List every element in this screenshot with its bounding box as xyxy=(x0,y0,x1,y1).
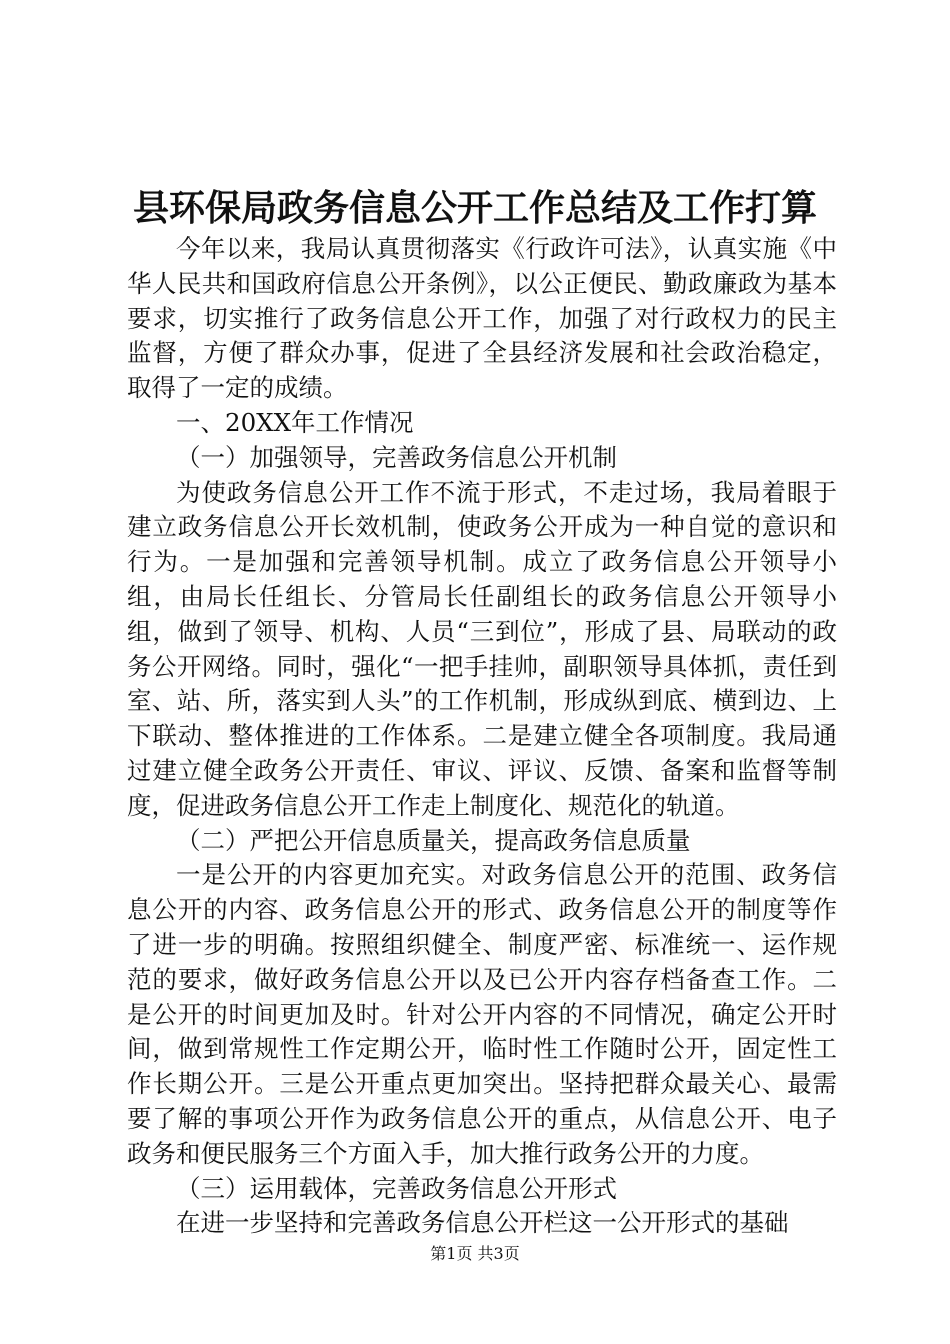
paragraph-carrier: 在进一步坚持和完善政务信息公开栏这一公开形式的基础 xyxy=(176,1208,789,1238)
paragraph-quality: 一是公开的内容更加充实。对政务信息公开的范围、政务信息公开的内容、政务信息公开的形式、政务信息公开的制度等作了进一步的明确。按照组织健全、制度严密、标准统一、运作规范的要求，做好政务信息公开以及已公开内容存档备查工作。二是公开的时间更加及时。针对公开内容的不同情况，确定公开时间，做到常规性工作定期公开，临时性工作随时公开，固定性工作长期公开。三是公开重点更加突出。坚持把群众最关心、最需要了解的事项公开作为政务信息公开的重点，从信息公开、电子政务和便民服务三个方面入手，加大推行政务公开的力度。 xyxy=(127,860,837,1168)
paragraph-leadership: 为使政务信息公开工作不流于形式，不走过场，我局着眼于建立政务信息公开长效机制，使政务公开成为一种自觉的意识和行为。一是加强和完善领导机制。成立了政务信息公开领导小组，由局长任组长、分管局长任副组长的政务信息公开领导小组，做到了领导、机构、人员“三到位”，形成了县、局联动的政务公开网络。同时，强化“一把手挂帅，副职领导具体抓，责任到室、站、所，落实到人头”的工作机制，形成纵到底、横到边、上下联动、整体推进的工作体系。二是建立健全各项制度。我局通过建立健全政务公开责任、审议、评议、反馈、备案和监督等制度，促进政务信息公开工作走上制度化、规范化的轨道。 xyxy=(127,477,837,820)
subsection-heading-3: （三）运用载体，完善政务信息公开形式 xyxy=(176,1173,617,1203)
subsection-heading-1: （一）加强领导，完善政务信息公开机制 xyxy=(176,442,617,472)
paragraph-intro: 今年以来，我局认真贯彻落实《行政许可法》，认真实施《中华人民共和国政府信息公开条例》，以公正便民、勤政廉政为基本要求，切实推行了政务信息公开工作，加强了对行政权力的民主监督，方便了群众办事，促进了全县经济发展和社会政治稳定，取得了一定的成绩。 xyxy=(127,234,837,403)
document-title: 县环保局政务信息公开工作总结及工作打算 xyxy=(132,187,817,229)
page-footer xyxy=(0,1242,950,1266)
section-heading-1: 一、20XX年工作情况 xyxy=(176,407,414,437)
subsection-heading-2: （二）严把公开信息质量关，提高政务信息质量 xyxy=(176,825,691,855)
page-indicator: 第1页 共3页 xyxy=(430,1244,520,1263)
document-body xyxy=(127,232,837,1241)
